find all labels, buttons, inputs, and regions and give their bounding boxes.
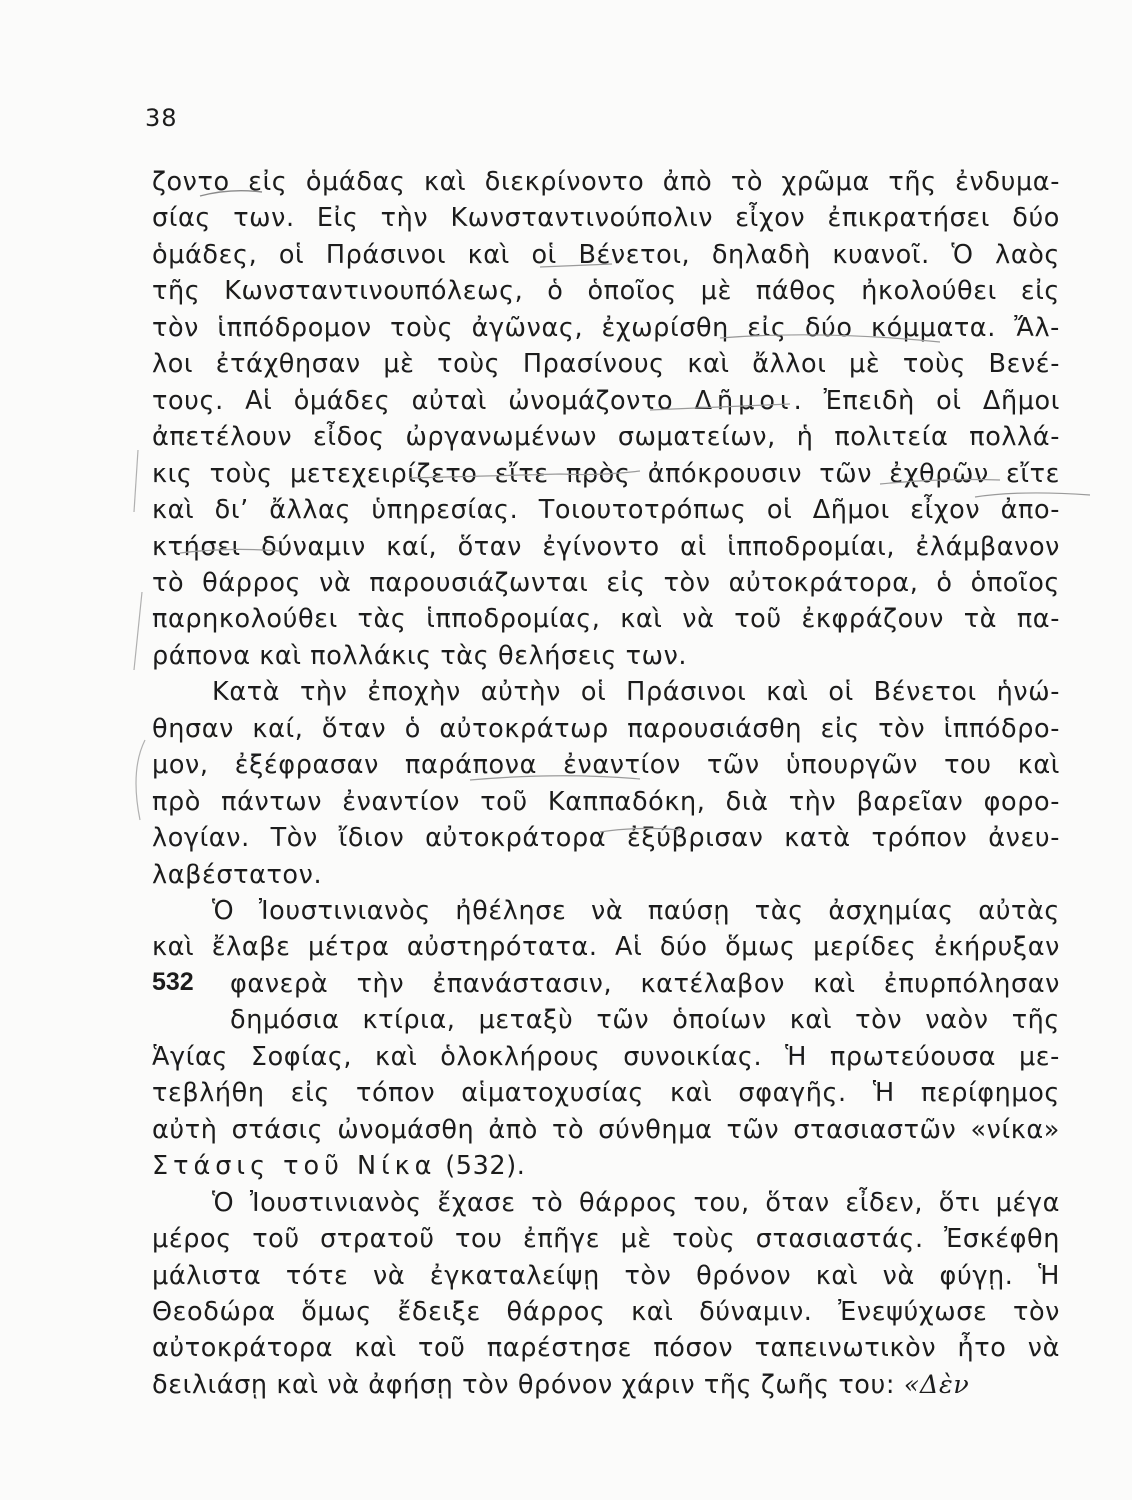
pencil-underline bbox=[200, 191, 262, 196]
line-text: λογίαν. Τὸν ἴδιον αὐτοκράτορα ἐξύβρισαν κατὰ τρόπον ἀνευ- bbox=[152, 823, 1060, 854]
line-text: κις τοὺς μετεχειρίζετο εἴτε πρὸς ἀπόκρουσιν τῶν ἐχθρῶν εἴτε bbox=[152, 458, 1060, 489]
pencil-underline bbox=[720, 335, 940, 342]
line-text: κτήσει δύναμιν καί, ὅταν ἐγίνοντο αἱ ἱπποδρομίαι, ἐλάμβανον bbox=[152, 531, 1060, 562]
line-text: δημόσια κτίρια, μεταξὺ τῶν ὁποίων καὶ τὸν ναὸν τῆς bbox=[230, 1005, 1060, 1036]
line-text: ὁμάδες, οἱ Πράσινοι καὶ οἱ Βένετοι, δηλαδὴ κυανοῖ. Ὁ λαὸς bbox=[152, 239, 1060, 270]
line-text: μάλιστα τότε νὰ ἐγκαταλείψῃ τὸν θρόνον καὶ νὰ φύγῃ. Ἡ bbox=[152, 1260, 1060, 1291]
line-text: ἀπετέλουν εἶδος ὠργανωμένων σωματείων, ἡ πολιτεία πολλά- bbox=[152, 422, 1060, 453]
line-text: λαβέστατον. bbox=[152, 859, 323, 890]
line-text: τὸ θάρρος νὰ παρουσιάζωνται εἰς τὸν αὐτοκράτορα, ὁ ὁποῖος bbox=[152, 567, 1060, 598]
line-text: λοι ἐτάχθησαν μὲ τοὺς Πρασίνους καὶ ἄλλοι μὲ τοὺς Βενέ- bbox=[152, 349, 1060, 380]
line-text: (532). bbox=[436, 1151, 526, 1182]
line-text: αὐτὴ στάσις ὠνομάσθη ἀπὸ τὸ σύνθημα τῶν στασιαστῶν «νίκα» bbox=[152, 1114, 1060, 1145]
line-text: σίας των. Εἰς τὴν Κωνσταντινούπολιν εἶχον ἐπικρατήσει δύο bbox=[152, 203, 1060, 234]
line-text: μον, ἐξέφρασαν παράπονα ἐναντίον τῶν ὑπουργῶν του καὶ bbox=[152, 750, 1060, 781]
line-text: καὶ δι’ ἄλλας ὑπηρεσίας. Τοιουτοτρόπως οἱ Δῆμοι εἶχον ἀπο- bbox=[152, 495, 1060, 526]
spaced-emphasis: Δῆμοι bbox=[694, 385, 794, 416]
pencil-underline bbox=[410, 471, 640, 478]
pencil-underline bbox=[600, 828, 680, 832]
pencil-margin-line bbox=[134, 450, 138, 512]
italic-quote: «Δὲν bbox=[903, 1369, 970, 1400]
line-text: καὶ ἔλαβε μέτρα αὐστηρότατα. Αἱ δύο ὅμως μερίδες ἐκήρυξαν bbox=[152, 932, 1060, 963]
line-text: Ὁ Ἰουστινιανὸς ἠθέλησε νὰ παύσῃ τὰς ἀσχημίας αὐτὰς bbox=[212, 896, 1060, 926]
line-text: αὐτοκράτορα καὶ τοῦ παρέστησε πόσον ταπεινωτικὸν ἦτο νὰ bbox=[152, 1333, 1060, 1364]
pencil-margin-line bbox=[136, 740, 145, 820]
pencil-underline bbox=[180, 549, 280, 553]
line-text: τῆς Κωνσταντινουπόλεως, ὁ ὁποῖος μὲ πάθος ἠκολούθει εἰς bbox=[152, 276, 1060, 307]
line-text: παρηκολούθει τὰς ἱπποδρομίας, καὶ νὰ τοῦ ἐκφράζουν τὰ πα- bbox=[152, 604, 1060, 635]
page-number: 38 bbox=[145, 104, 178, 132]
line-text: . Ἐπειδὴ οἱ Δῆμοι bbox=[793, 385, 1060, 416]
line-text: ράπονα καὶ πολλάκις τὰς θελήσεις των. bbox=[152, 640, 688, 671]
pencil-underline bbox=[540, 264, 612, 267]
line-text: δειλιάσῃ καὶ νὰ ἀφήσῃ τὸν θρόνον χάριν τῆς ζωῆς του: bbox=[152, 1369, 904, 1400]
line-text: Ὁ Ἰουστινιανὸς ἔχασε τὸ θάρρος του, ὅταν εἶδεν, ὅτι μέγα bbox=[212, 1187, 1060, 1218]
line-text: Κατὰ τὴν ἐποχὴν αὐτὴν οἱ Πράσινοι καὶ οἱ Βένετοι ἡνώ- bbox=[212, 677, 1060, 708]
line-text: μέρος τοῦ στρατοῦ του ἐπῆγε μὲ τοὺς στασιαστάς. Ἐσκέφθη bbox=[152, 1224, 1060, 1255]
line-text: Ἁγίας Σοφίας, καὶ ὁλοκλήρους συνοικίας. Ἡ πρωτεύουσα με- bbox=[152, 1041, 1060, 1072]
pencil-underline bbox=[975, 493, 1090, 497]
pencil-margin-line bbox=[134, 592, 142, 670]
pencil-underline bbox=[880, 480, 1000, 485]
margin-year-number: 532 bbox=[152, 968, 194, 996]
line-text: Θεοδώρα ὅμως ἔδειξε θάρρος καὶ δύναμιν. Ἐνεψύχωσε τὸν bbox=[152, 1296, 1060, 1327]
line-text: τους. Αἱ ὁμάδες αὐταὶ ὠνομάζοντο bbox=[152, 385, 695, 416]
line-text: πρὸ πάντων ἐναντίον τοῦ Καππαδόκη, διὰ τὴν βαρεῖαν φορο- bbox=[152, 786, 1060, 817]
pencil-underline bbox=[650, 404, 790, 410]
line-text: τεβλήθη εἰς τόπον αἱματοχυσίας καὶ σφαγῆς. Ἡ περίφημος bbox=[152, 1078, 1060, 1109]
spaced-emphasis: Στάσις τοῦ Νίκα bbox=[152, 1151, 437, 1182]
line-text: ζοντο εἰς ὁμάδας καὶ διεκρίνοντο ἀπὸ τὸ χρῶμα τῆς ἐνδυμα- bbox=[152, 167, 1060, 197]
line-text: φανερὰ τὴν ἐπανάστασιν, κατέλαβον καὶ ἐπυρπόλησαν bbox=[230, 968, 1060, 999]
pencil-underline bbox=[470, 776, 640, 780]
line-text: τὸν ἱππόδρομον τοὺς ἀγῶνας, ἐχωρίσθη εἰς δύο κόμματα. Ἄλ- bbox=[152, 312, 1060, 343]
line-text: θησαν καί, ὅταν ὁ αὐτοκράτωρ παρουσιάσθη εἰς τὸν ἱππόδρο- bbox=[152, 713, 1060, 744]
